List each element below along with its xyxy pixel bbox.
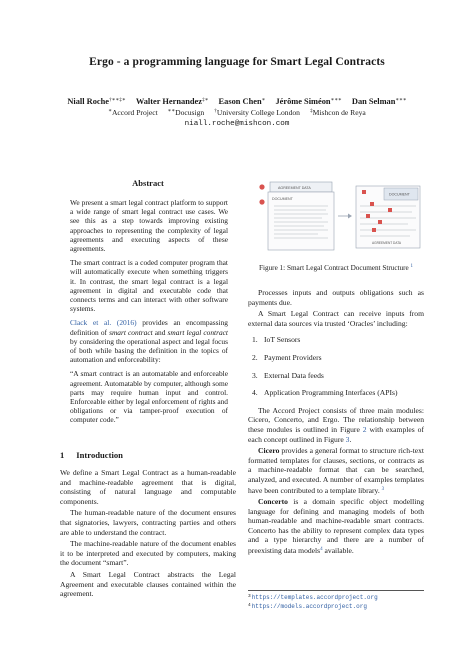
footnote-ref[interactable]: 1: [410, 264, 413, 269]
section-heading: 1 Introduction: [60, 450, 123, 460]
figure-document-structure: [248, 178, 424, 258]
marker-icon: [259, 199, 264, 204]
intro-paragraph: A Smart Legal Contract abstracts the Legal Agreement and executable clauses contained within the agreement.: [60, 569, 236, 599]
author: Dan Selman∗∗∗: [351, 97, 407, 106]
footnotes: [248, 590, 424, 611]
abstract-body: [70, 198, 228, 430]
intro-paragraph: We define a Smart Legal Contract as a human-readable and machine-readable agreement that is digital, consisting of natural language and computable components.: [60, 468, 236, 506]
paper-title: Ergo - a programming language for Smart Legal Contracts: [89, 56, 385, 68]
figure-ref-link[interactable]: 3: [345, 434, 350, 444]
right-column-body: [248, 288, 424, 558]
intro-paragraph: The machine-readable nature of the document enables it to be interpreted and executed by computers, making the document “smart”.: [60, 539, 236, 568]
intro-paragraph: The human-readable nature of the document ensures that signatories, lawyers, contracting parties and others are able to understand the contract.: [60, 508, 236, 537]
affiliation: ‡Mishcon de Reya: [309, 108, 366, 117]
paragraph: Concerto is a domain specific object modelling language for defining and managing models of both human-readable and machine-readable smart contracts. Concerto has the ability to represent complex data types and a type hierarchy and there are a number of preexisting data models$^4$ available.: [248, 497, 424, 556]
paragraph: The Accord Project consists of three main modules: Cicero, Concerto, and Ergo. The relationship between these modules is outlined in Figure 2 with examples of each concept outlined in Figure 3.: [248, 405, 424, 444]
author: Walter Hernandez‡∗: [135, 97, 209, 106]
author-list: [0, 97, 474, 106]
affiliation: ∗∗Docusign: [167, 108, 205, 117]
paragraph: Cicero provides a general format to structure rich-text formatted templates for clauses, sections, or contracts as a machine-readable format that can be searched, analyzed, and executed. A number of examples templates have been contributed to a template library. $^3$: [248, 446, 424, 495]
list-item: 3. External Data feeds: [252, 370, 324, 380]
author: Jérôme Siméon∗∗∗: [275, 97, 342, 106]
figure-diagram: [248, 178, 424, 258]
citation-link[interactable]: Clack et al. (2016): [70, 318, 137, 328]
figure-ref-link[interactable]: 2: [362, 424, 367, 434]
footnote[interactable]: $^4$https://models.accordproject.org: [248, 603, 367, 610]
figure-caption: Figure 1: Smart Legal Contract Document Structure $^1$: [259, 264, 413, 272]
author: Eason Chen∗: [218, 97, 266, 106]
abstract-quote: “A smart contract is an automatable and enforceable agreement. Automatable by computer, although some parts may require human input and control. Enforceable either by legal enforcement of rights and obligations or via tamper-proof execution of computer code.”: [70, 369, 228, 425]
arrow-head-icon: [348, 214, 352, 219]
list-item: 2. Payment Providers: [252, 352, 322, 362]
footnote-ref[interactable]: 4: [320, 547, 323, 553]
agreement-data-small-label: AGREEMENT DATA: [372, 241, 402, 245]
abstract-paragraph: We present a smart legal contract platform to support a wide range of smart legal contract use cases. We see this as a step towards improving existing approaches to representing the complexity of legal agreements and executing aspects of these agreements.: [70, 198, 228, 254]
agreement-data-label: AGREEMENT DATA: [278, 186, 311, 190]
affiliation: †University College London: [214, 108, 300, 117]
list-item: 4. Application Programming Interfaces (APIs): [252, 388, 398, 398]
list-item: 1. IoT Sensors: [252, 335, 301, 345]
introduction-body: [60, 468, 236, 601]
paragraph: Processes inputs and outputs obligations such as payments due.: [248, 288, 424, 307]
abstract-paragraph: Clack et al. (2016) provides an encompassing definition of smart contract and smart legal contract by considering the operational aspect and legal focus of both while basing the definition in the topics of automation and enforceability:: [70, 318, 228, 365]
abstract-paragraph: The smart contract is a coded computer program that will automatically execute when something triggers it. In contrast, the smart legal contract is a legal agreement in digital and executable code that connects terms and can interact with other software systems.: [70, 258, 228, 314]
document-right-label: DOCUMENT: [389, 192, 410, 197]
affiliation: ∗Accord Project: [108, 108, 158, 117]
footnote[interactable]: $^3$https://templates.accordproject.org: [248, 594, 378, 601]
affiliation-list: [0, 108, 474, 117]
marker-icon: [259, 184, 264, 189]
oracle-list: [248, 335, 424, 397]
footnote-ref[interactable]: 3: [381, 486, 385, 492]
paragraph: A Smart Legal Contract can receive inputs from external data sources via trusted ‘Oracles’ including:: [248, 309, 424, 328]
author-email[interactable]: niall.roche@mishcon.com: [184, 120, 290, 128]
author: Niall Roche†∗∗‡∗: [67, 97, 126, 106]
abstract-heading: Abstract: [132, 178, 164, 188]
document-label: DOCUMENT: [272, 197, 293, 201]
